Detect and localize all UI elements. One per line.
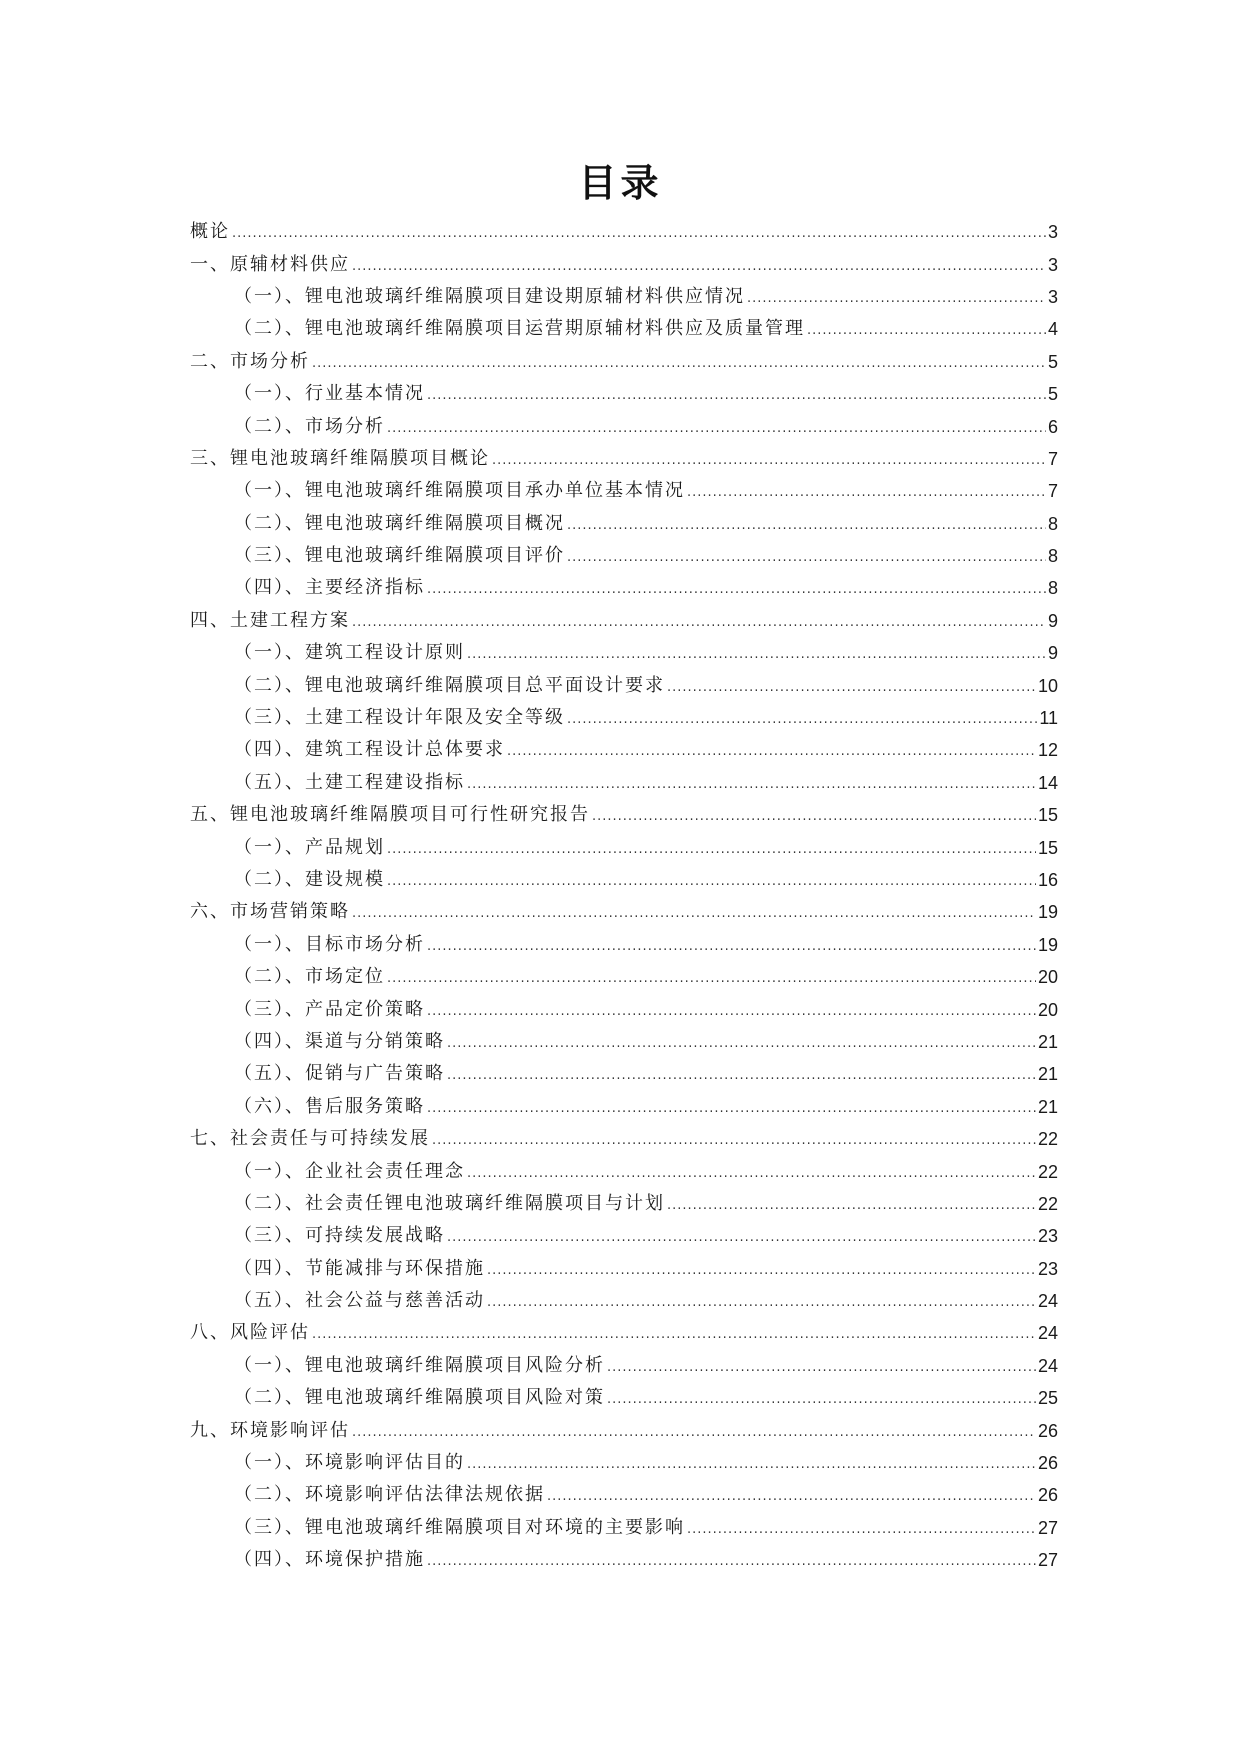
toc-page-number: 10 [1037,675,1058,696]
toc-entry-label: （一）、锂电池玻璃纤维隔膜项目建设期原辅材料供应情况 [234,285,745,307]
toc-subsection-entry[interactable] [190,637,1058,669]
toc-entry-label: （二）、锂电池玻璃纤维隔膜项目风险对策 [234,1387,605,1409]
toc-entry-label: （四）、节能减排与环保措施 [234,1257,485,1279]
toc-dot-leader [807,318,1046,340]
toc-page-number: 8 [1047,546,1058,567]
toc-dot-leader [352,901,1036,923]
toc-entry-label: （四）、建筑工程设计总体要求 [234,739,505,761]
toc-page-number: 7 [1047,448,1058,469]
toc-subsection-entry[interactable] [190,702,1058,734]
toc-entry-label: （二）、市场分析 [234,415,385,437]
toc-page-number: 21 [1037,1096,1058,1117]
toc-section-entry[interactable] [190,799,1058,831]
toc-page-number: 19 [1037,934,1058,955]
toc-page-number: 8 [1047,513,1058,534]
toc-dot-leader [567,513,1046,535]
toc-dot-leader [447,1063,1036,1085]
toc-dot-leader [427,999,1036,1021]
toc-subsection-entry[interactable] [190,1447,1058,1479]
toc-dot-leader [387,837,1036,859]
toc-entry-label: 六、市场营销策略 [190,901,350,923]
toc-subsection-entry[interactable] [190,1091,1058,1123]
toc-entry-label: （五）、促销与广告策略 [234,1063,445,1085]
toc-entry-label: （六）、售后服务策略 [234,1095,425,1117]
toc-entry-label: （四）、环境保护措施 [234,1549,425,1571]
toc-entry-label: （三）、产品定价策略 [234,998,425,1020]
toc-entry-label: （一）、建筑工程设计原则 [234,642,465,664]
toc-page-number: 27 [1037,1517,1058,1538]
toc-dot-leader [352,1420,1036,1442]
toc-subsection-entry[interactable] [190,669,1058,701]
toc-page-number: 22 [1037,1193,1058,1214]
toc-page-number: 20 [1037,999,1058,1020]
toc-page-number: 22 [1037,1161,1058,1182]
toc-subsection-entry[interactable] [190,475,1058,507]
toc-dot-leader [667,1193,1036,1215]
toc-subsection-entry[interactable] [190,281,1058,313]
toc-dot-leader [447,1225,1036,1247]
toc-entry-label: （二）、建设规模 [234,869,385,890]
toc-dot-leader [387,416,1046,438]
toc-page-number: 27 [1037,1550,1058,1571]
toc-entry-label: （一）、锂电池玻璃纤维隔膜项目风险分析 [234,1354,605,1376]
toc-page-number: 14 [1037,772,1058,793]
toc-entry-label: 五、锂电池玻璃纤维隔膜项目可行性研究报告 [190,804,590,826]
toc-page-number: 22 [1037,1129,1058,1150]
toc-page-number: 3 [1047,254,1058,275]
toc-subsection-entry[interactable] [190,961,1058,993]
toc-dot-leader [607,1355,1036,1377]
toc-entry-label: （一）、企业社会责任理念 [234,1160,465,1182]
toc-subsection-entry[interactable] [190,1058,1058,1090]
toc-page-number: 5 [1047,384,1058,405]
table-of-contents [190,216,1058,1576]
toc-page-number: 3 [1047,222,1058,243]
toc-page-number: 7 [1047,481,1058,502]
toc-page-number: 9 [1047,643,1058,664]
toc-dot-leader [432,1128,1036,1150]
toc-subsection-entry[interactable] [190,993,1058,1025]
toc-page-number: 12 [1037,740,1058,761]
toc-entry-label: （二）、环境影响评估法律法规依据 [234,1484,545,1506]
toc-dot-leader [507,739,1036,761]
toc-page-number: 24 [1037,1323,1058,1344]
toc-section-entry[interactable] [190,443,1058,475]
toc-section-entry[interactable] [190,216,1058,248]
toc-entry-label: （一）、行业基本情况 [234,383,425,405]
toc-dot-leader [427,1549,1036,1571]
toc-page-number: 15 [1037,805,1058,826]
toc-section-entry[interactable] [190,896,1058,928]
toc-subsection-entry[interactable] [190,1382,1058,1414]
toc-entry-label: （四）、主要经济指标 [234,577,425,599]
toc-entry-label: 二、市场分析 [190,350,310,372]
toc-subsection-entry[interactable] [190,1026,1058,1058]
toc-subsection-entry[interactable] [190,831,1058,863]
toc-subsection-entry[interactable] [190,540,1058,572]
toc-dot-leader [427,934,1036,956]
page-title: 目录 [578,161,663,205]
toc-dot-leader [447,1031,1036,1053]
toc-entry-label: （五）、土建工程建设指标 [234,771,465,793]
toc-page-number: 23 [1037,1258,1058,1279]
toc-dot-leader [312,1322,1036,1344]
toc-dot-leader [487,1258,1036,1280]
toc-page-number: 24 [1037,1355,1058,1376]
toc-entry-label: （一）、目标市场分析 [234,933,425,955]
toc-subsection-entry[interactable] [190,1253,1058,1285]
toc-section-entry[interactable] [190,346,1058,378]
toc-dot-leader [467,1161,1036,1183]
toc-subsection-entry[interactable] [190,1220,1058,1252]
toc-entry-label: （一）、产品规划 [234,836,385,858]
toc-entry-label: 八、风险评估 [190,1322,310,1344]
toc-subsection-entry[interactable] [190,929,1058,961]
toc-page-number: 5 [1047,351,1058,372]
toc-dot-leader [312,351,1046,373]
toc-dot-leader [492,448,1046,470]
toc-subsection-entry[interactable] [190,1479,1058,1511]
toc-subsection-entry[interactable] [190,1350,1058,1382]
toc-entry-label: （二）、锂电池玻璃纤维隔膜项目运营期原辅材料供应及质量管理 [234,318,805,340]
toc-subsection-entry[interactable] [190,864,1058,896]
toc-page-number: 23 [1037,1226,1058,1247]
toc-dot-leader [487,1290,1036,1312]
toc-dot-leader [387,869,1036,891]
toc-dot-leader [687,1517,1036,1539]
toc-dot-leader [667,675,1036,697]
toc-dot-leader [427,1096,1036,1118]
toc-page-number: 9 [1047,610,1058,631]
toc-entry-label: （二）、锂电池玻璃纤维隔膜项目概况 [234,512,565,534]
toc-entry-label: （二）、社会责任锂电池玻璃纤维隔膜项目与计划 [234,1192,665,1214]
toc-dot-leader [467,772,1036,794]
toc-dot-leader [467,1452,1036,1474]
toc-page-number: 3 [1047,286,1058,307]
toc-page-number: 4 [1047,319,1058,340]
toc-section-entry[interactable] [190,605,1058,637]
toc-subsection-entry[interactable] [190,410,1058,442]
toc-subsection-entry[interactable] [190,1188,1058,1220]
toc-dot-leader [547,1484,1036,1506]
toc-page-number: 15 [1037,837,1058,858]
toc-entry-label: （二）、锂电池玻璃纤维隔膜项目总平面设计要求 [234,674,665,696]
toc-dot-leader [427,577,1046,599]
toc-page-number: 16 [1037,870,1058,890]
toc-entry-label: （三）、可持续发展战略 [234,1225,445,1247]
toc-entry-label: （三）、锂电池玻璃纤维隔膜项目对环境的主要影响 [234,1516,685,1538]
toc-dot-leader [352,610,1046,632]
toc-dot-leader [747,286,1046,308]
toc-entry-label: （四）、渠道与分销策略 [234,1030,445,1052]
toc-subsection-entry[interactable] [190,1512,1058,1544]
toc-page-number: 26 [1037,1453,1058,1474]
toc-section-entry[interactable] [190,1414,1058,1446]
toc-dot-leader [352,254,1046,276]
toc-dot-leader [567,707,1037,729]
toc-page-number: 24 [1037,1291,1058,1312]
toc-entry-label: 三、锂电池玻璃纤维隔膜项目概论 [190,447,490,469]
toc-dot-leader [592,804,1036,826]
toc-subsection-entry[interactable] [190,767,1058,799]
toc-entry-label: （一）、锂电池玻璃纤维隔膜项目承办单位基本情况 [234,480,685,502]
toc-page-number: 20 [1037,967,1058,988]
toc-subsection-entry[interactable] [190,378,1058,410]
toc-page-number: 6 [1047,416,1058,437]
toc-dot-leader [232,221,1046,243]
toc-page-number: 11 [1039,708,1058,729]
toc-entry-label: （三）、土建工程设计年限及安全等级 [234,707,565,729]
toc-page-number: 26 [1037,1420,1058,1441]
toc-entry-label: （三）、锂电池玻璃纤维隔膜项目评价 [234,545,565,567]
toc-entry-label: 四、土建工程方案 [190,609,350,631]
toc-page-number: 8 [1047,578,1058,599]
toc-subsection-entry[interactable] [190,1155,1058,1187]
toc-dot-leader [387,966,1036,988]
toc-section-entry[interactable] [190,1317,1058,1349]
toc-dot-leader [607,1387,1036,1409]
toc-page-number: 26 [1037,1485,1058,1506]
toc-dot-leader [427,383,1046,405]
toc-entry-label: 一、原辅材料供应 [190,253,350,275]
toc-entry-label: 九、环境影响评估 [190,1419,350,1441]
toc-subsection-entry[interactable] [190,508,1058,540]
toc-page-number: 25 [1037,1388,1058,1409]
toc-subsection-entry[interactable] [190,734,1058,766]
toc-section-entry[interactable] [190,248,1058,280]
toc-entry-label: （二）、市场定位 [234,966,385,988]
toc-entry-label: 概论 [190,221,230,243]
toc-dot-leader [567,545,1046,567]
toc-subsection-entry[interactable] [190,313,1058,345]
toc-dot-leader [687,480,1046,502]
toc-subsection-entry[interactable] [190,1285,1058,1317]
toc-entry-label: 七、社会责任与可持续发展 [190,1128,430,1150]
toc-section-entry[interactable] [190,1123,1058,1155]
toc-subsection-entry[interactable] [190,572,1058,604]
toc-entry-label: （五）、社会公益与慈善活动 [234,1290,485,1312]
toc-dot-leader [467,642,1046,664]
toc-page-number: 21 [1037,1064,1058,1085]
toc-entry-label: （一）、环境影响评估目的 [234,1452,465,1474]
toc-page-number: 21 [1037,1031,1058,1052]
toc-page-number: 19 [1037,902,1058,923]
toc-subsection-entry[interactable] [190,1544,1058,1576]
